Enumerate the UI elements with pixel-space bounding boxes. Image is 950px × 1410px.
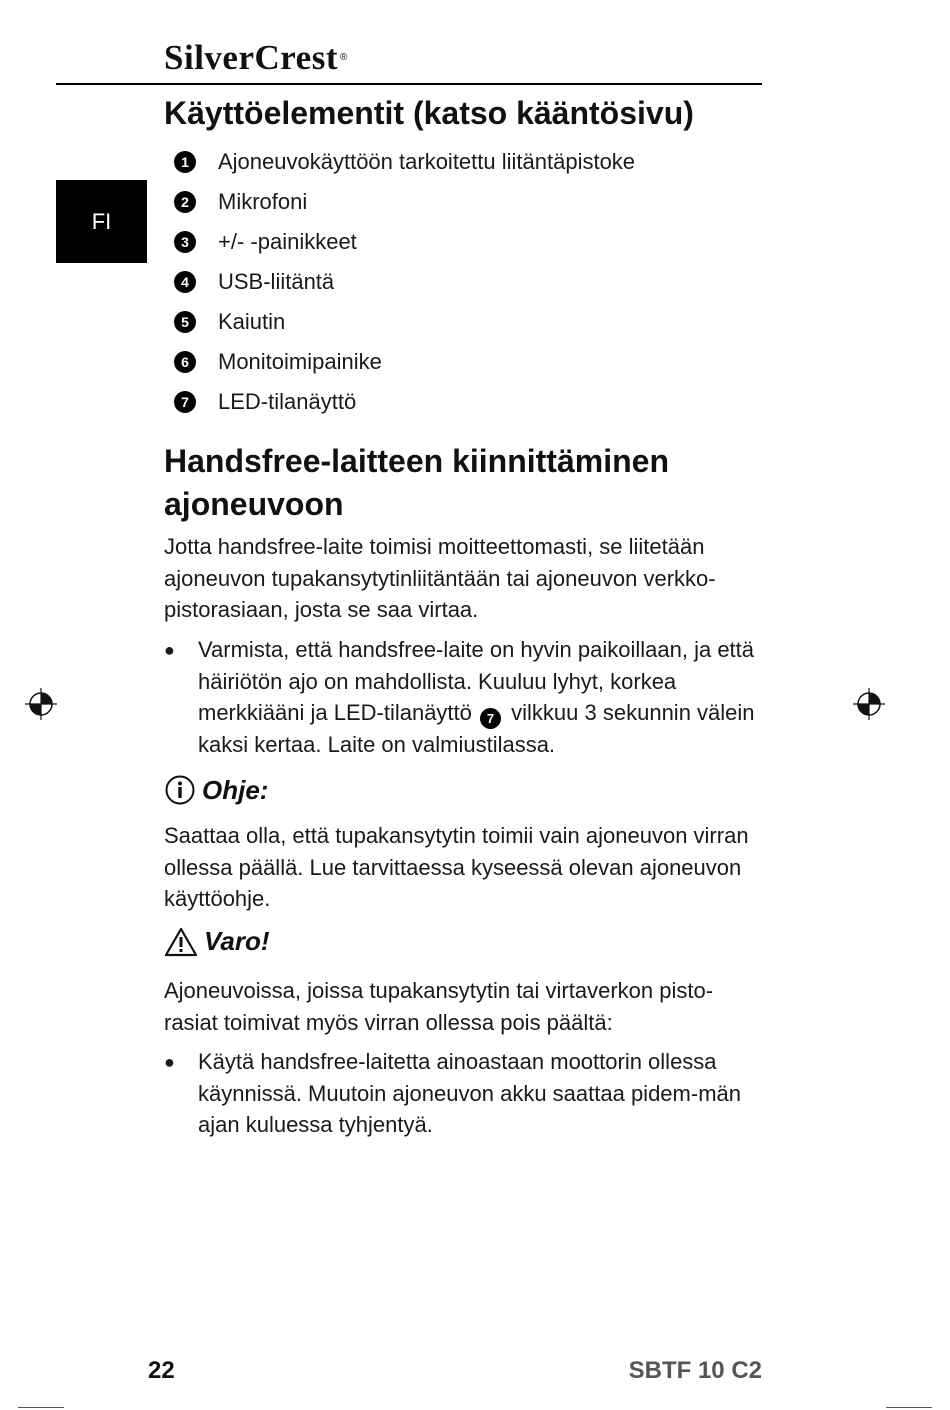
bullet-item — [164, 634, 764, 761]
install-intro: Jotta handsfree-laite toimisi moitteettomasti, se liitetään ajoneuvon tupakansytytinliitäntään tai ajoneuvon verkko-pistorasiaan, josta se saa virtaa. — [164, 534, 716, 622]
language-tab: FI — [56, 180, 147, 263]
install-heading: Handsfree-laitteen kiinnittäminen ajoneuvoon — [164, 443, 669, 522]
number-badge: 5 — [174, 311, 196, 333]
control-label: LED-tilanäyttö — [218, 389, 357, 414]
bullet-text-part: vilkkuu 3 sekunnin välein kaksi kertaa. Laite on valmiustilassa. — [198, 700, 755, 758]
number-badge: 2 — [174, 191, 196, 213]
page-number: 22 — [148, 1357, 175, 1384]
registration-mark-icon — [25, 688, 57, 720]
note-text: Saattaa olla, että tupakansytytin toimii vain ajoneuvon virran ollessa päällä. Lue tarvittaessa kyseessä olevan ajoneuvon käyttöohje. — [164, 823, 749, 911]
warning-text: Ajoneuvoissa, joissa tupakansytytin tai virtaverkon pisto-rasiat toimivat myös virran ollessa pois päältä: — [164, 978, 714, 1035]
control-label: Ajoneuvokäyttöön tarkoitettu liitäntäpistoke — [218, 149, 636, 174]
list-item — [174, 302, 635, 342]
brand-logo: SilverCrest ® — [164, 38, 348, 77]
controls-heading: Käyttöelementit (katso kääntösivu) — [164, 95, 694, 131]
number-badge: 1 — [174, 151, 196, 173]
bullet-item — [164, 1046, 764, 1141]
controls-list — [174, 142, 635, 422]
list-item — [174, 222, 635, 262]
control-label: Mikrofoni — [218, 189, 308, 214]
list-item — [174, 262, 635, 302]
number-badge: 3 — [174, 231, 196, 253]
number-badge: 6 — [174, 351, 196, 373]
control-label: Monitoimipainike — [218, 349, 382, 374]
control-label: Kaiutin — [218, 309, 286, 334]
note-heading — [164, 774, 268, 806]
control-label: +/- -painikkeet — [218, 229, 357, 254]
crop-mark — [18, 1407, 64, 1408]
control-label: USB-liitäntä — [218, 269, 335, 294]
note-label: Ohje: — [202, 774, 269, 805]
list-item — [174, 142, 635, 182]
number-badge: 7 — [480, 708, 501, 729]
bullet-text — [198, 634, 764, 761]
info-icon — [164, 774, 196, 806]
registration-mark-icon — [853, 688, 885, 720]
warning-triangle-icon — [164, 927, 198, 957]
warning-heading — [164, 926, 270, 957]
warning-label: Varo! — [204, 926, 270, 956]
number-badge: 7 — [174, 391, 196, 413]
crop-mark — [886, 1407, 932, 1408]
bullet-dot-icon: ● — [164, 640, 175, 660]
bullet-text-part: Varmista, että handsfree-laite on hyvin paikoillaan, ja että häiriötön ajo on mahdollista. Kuuluu lyhyt, korkea merkkiääni ja LED-tilanäyttö — [198, 637, 755, 725]
bullet-text: Käytä handsfree-laitetta ainoastaan moottorin ollessa käynnissä. Muutoin ajoneuvon akku saattaa pidem-män ajan kuluessa tyhjentyä. — [198, 1049, 741, 1137]
bullet-dot-icon: ● — [164, 1052, 175, 1072]
model-number: SBTF 10 C2 — [628, 1357, 762, 1384]
number-badge: 4 — [174, 271, 196, 293]
list-item — [174, 382, 635, 422]
list-item — [174, 342, 635, 382]
list-item — [174, 182, 635, 222]
header-rule — [56, 83, 762, 85]
